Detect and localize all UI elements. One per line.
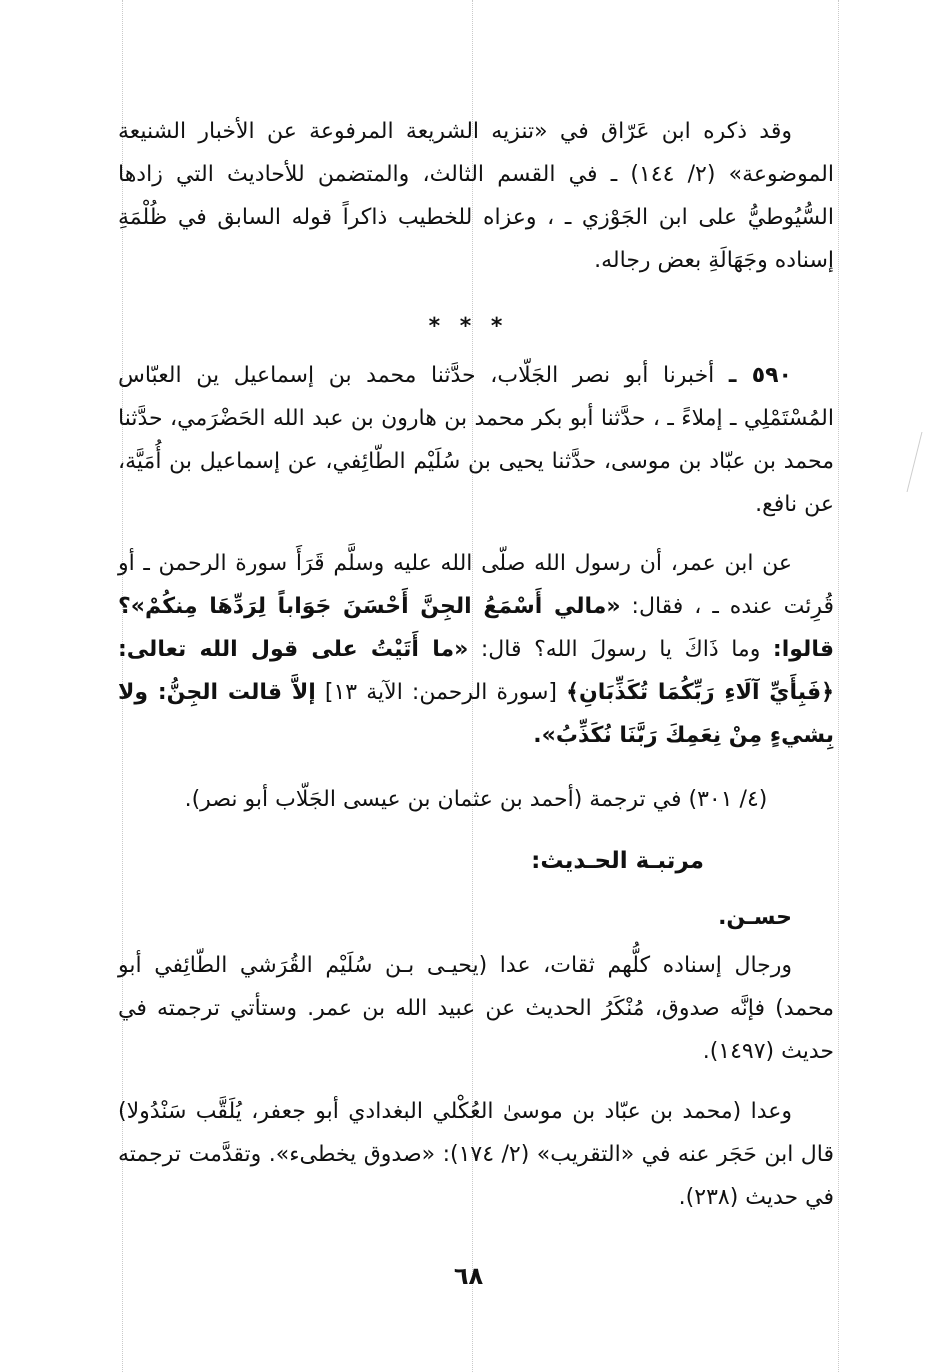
- scan-guide-line: [838, 0, 839, 1372]
- hadith-590-isnad: [118, 354, 834, 526]
- prophet-quote-1: «مالي أَسْمَعُ الجِنَّ أَحْسَنَ جَوَاباً لِرَدِّهَا مِنكُمْ»؟ قالوا:: [118, 594, 834, 662]
- paragraph-ibn-arraq-note: [118, 110, 834, 282]
- prophet-quote-3: إلاَّ قالت الجِنُّ: ولا بِشيءٍ مِنْ نِعَمِكَ رَبَّنَا نُكَذِّبُ».: [118, 680, 834, 748]
- section-separator-stars: * * *: [428, 314, 509, 339]
- source-reference: (٤/ ٣٠١) في ترجمة (أحمد بن عثمان بن عيسى الجَلّاب أبو نصر).: [184, 787, 768, 812]
- hadith-grade: [118, 896, 834, 939]
- quran-reference: [سورة الرحمن: الآية ١٣]: [315, 680, 567, 705]
- matn-intro: عن ابن عمر، أن رسول الله صلّى الله عليه وسلَّم قَرَأَ سورة الرحمن ـ أو قُرِئت عنده ـ ، فقال:: [118, 551, 834, 619]
- paragraph-narrators-yahya: [118, 944, 834, 1073]
- paragraph-text: ورجال إسناده كلُّهم ثقات، عدا (يحيـى بـن سُلَيْم القُرَشي الطّائِفي أبو محمد) فإنَّه صدوق، مُنْكَرُ الحديث عن عبيد الله بن عمر. وستأتي ترجمته في حديث (١٤٩٧).: [118, 953, 834, 1064]
- prophet-quote-2: «ما أَتَيْتُ على قول الله تعالى: ﴿فَبِأَيِّ آلَاءِ رَبِّكُمَا تُكَذِّبَانِ﴾: [118, 637, 835, 705]
- paragraph-narrators-muhammad: [118, 1090, 834, 1219]
- matn-question: وما ذَاكَ يا رسولَ الله؟ قال:: [468, 637, 773, 662]
- section-heading-hadith-grade: مرتبـة الحـديث:: [531, 848, 704, 874]
- paragraph-text: وعدا (محمد بن عبّاد بن موسىٰ العُكْلي البغدادي أبو جعفر، يُلَقَّب سَنْدُولا) قال ابن حَجَر عنه في «التقريب» (٢/ ١٧٤): «صدوق يخطىء». وتقدَّمت ترجمته في حديث (٢٣٨).: [118, 1099, 835, 1210]
- paragraph-text: وقد ذكره ابن عَرّاق في «تنزيه الشريعة المرفوعة عن الأخبار الشنيعة الموضوعة» (٢/ ١٤٤) ـ في القسم الثالث، والمتضمن للأحاديث التي زادها السُّيُوطيُّ على ابن الجَوْزي ـ ، وعزاه للخطيب ذاكراً قوله السابق في ظُلْمَةِ إسناده وجَهَالَةِ بعض رجاله.: [118, 119, 834, 273]
- isnad-text: أخبرنا أبو نصر الجَلّاب، حدَّثنا محمد بن إسماعيل ين العبّاس المُسْتَمْلِي ـ إملاءً ـ ، حدَّثنا أبو بكر محمد بن هارون بن عبد الله الحَضْرَمي، حدَّثنا محمد بن عبّاد بن موسى، حدَّثنا يحيى بن سُلَيْم الطّائِفي، عن إسماعيل بن أُمَيَّة، عن نافع.: [118, 363, 834, 517]
- hadith-number: ٥٩٠ ـ: [728, 363, 792, 388]
- page-number: ٦٨: [453, 1262, 484, 1290]
- scan-edge-mark: [907, 432, 937, 492]
- grade-text: حسـن.: [718, 905, 792, 930]
- hadith-590-matn: [118, 542, 834, 757]
